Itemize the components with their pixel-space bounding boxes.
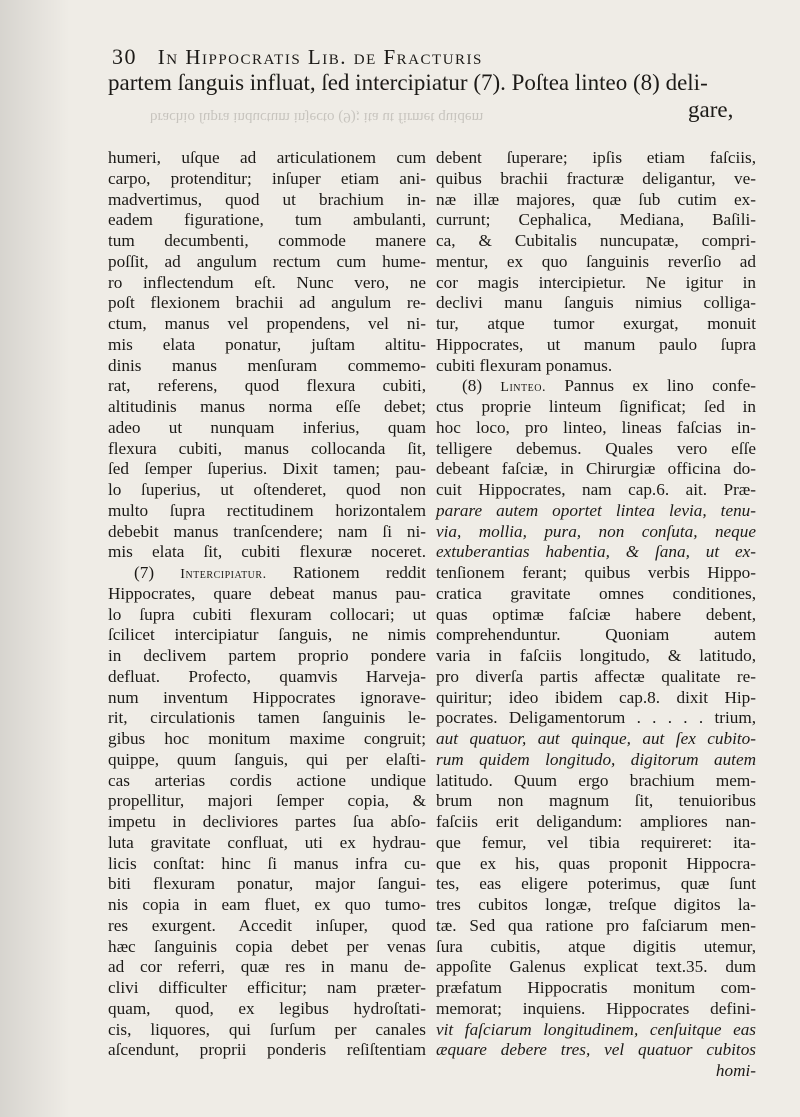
text-line: hoc loco, pro linteo, lineas faſcias in- bbox=[436, 417, 756, 437]
text-line: in declivem partem proprio pondere bbox=[108, 646, 426, 665]
text-line: rum quidem longitudo, digitorum autem bbox=[436, 749, 756, 769]
text-line: homi- bbox=[715, 1061, 756, 1080]
continuation-catchword: gare, bbox=[688, 97, 734, 122]
text-line: que ex his, quas proponit Hippocra- bbox=[436, 853, 756, 873]
running-header bbox=[112, 44, 722, 70]
right-column bbox=[436, 148, 756, 1082]
text-line: Hippocrates, quare debeat manus pau- bbox=[108, 583, 426, 603]
text-line: quibus brachii fracturæ deligantur, ve- bbox=[436, 168, 756, 188]
text-line: via, mollia, pura, non conſuta, neque bbox=[436, 521, 756, 541]
text-line: biti flexuram ponatur, major ſangui- bbox=[108, 874, 426, 894]
text-line: pro diverſa partis affectæ qualitate re- bbox=[436, 666, 756, 686]
text-line: tes, eas eligere poterimus, quæ ſunt bbox=[436, 874, 756, 894]
text-line: nis copia in eam fluet, ex quo tumo- bbox=[108, 895, 426, 914]
text-line: tæ. Sed qua ratione pro faſciarum men- bbox=[436, 915, 756, 935]
text-line: tenſionem ferant; quibus verbis Hippo- bbox=[436, 563, 756, 582]
left-column bbox=[108, 148, 426, 1061]
text-line: ro inflectendum eſt. Nunc vero, ne bbox=[108, 272, 426, 292]
text-line: quiritur; ideo ibidem cap.8. dixit Hip- bbox=[436, 687, 756, 707]
text-line: cuit Hippocrates, nam cap.6. ait. Præ- bbox=[436, 480, 756, 499]
text-line: res exurgent. Accedit inſuper, quod bbox=[108, 915, 426, 935]
text-line: adeo ut nunquam inferius, quam bbox=[108, 417, 426, 437]
running-title: In Hippocratis Lib. de Fracturis bbox=[157, 45, 483, 69]
text-line: ad cor referri, quæ res in manu de- bbox=[108, 957, 426, 977]
text-line: quam, quod, ex legibus hydroſtati- bbox=[108, 998, 426, 1018]
page-number: 30 bbox=[112, 44, 137, 69]
text-line: flexura cubiti, manus collocanda ſit, bbox=[108, 438, 426, 458]
text-line: luta gravitate confluat, uti ex hydrau- bbox=[108, 832, 426, 852]
continuation-line: partem ſanguis influat, ſed intercipiatur (7). Poſtea linteo (8) deli- bbox=[108, 70, 708, 95]
text-line: rat, referens, quod flexura cubiti, bbox=[108, 376, 426, 396]
text-line: gibus hoc monitum maxime congruit; bbox=[108, 729, 426, 748]
text-line: altitudinis manus norma eſſe debet; bbox=[108, 397, 426, 416]
text-line: cas arterias cordis actione undique bbox=[108, 770, 426, 790]
text-line: currunt; Cephalica, Mediana, Baſili- bbox=[436, 210, 756, 230]
text-line: humeri, uſque ad articulationem cum bbox=[108, 148, 426, 167]
text-line: ſed ſemper ſuperius. Dixit tamen; pau- bbox=[108, 459, 426, 479]
text-line: telligere debemus. Quales vero eſſe bbox=[436, 438, 756, 458]
text-line: æquare debere tres, vel quatuor cubitos bbox=[436, 1040, 756, 1060]
text-line: ca, & Cubitalis nuncupatæ, compri- bbox=[436, 231, 756, 250]
text-line: impetu in decliviores partes ſua abſo- bbox=[108, 812, 426, 831]
text-line: dinis manus menſuram commemo- bbox=[108, 355, 426, 375]
text-line: defluat. Profecto, quamvis Harveja- bbox=[108, 666, 426, 686]
text-line: aſcendunt, proprii ponderis reſiſtentiam bbox=[108, 1040, 426, 1060]
bleed-through-text: brachio ſupra inductum injecto (9); ita ut firmet quidem bbox=[150, 109, 484, 125]
text-line: lo ſupra cubiti flexuram collocari; ut bbox=[108, 604, 426, 624]
text-line: mis elata ponatur, juſtam altitu- bbox=[108, 334, 426, 354]
text-line: ctus proprie linteum ſignificat; ſed in bbox=[436, 397, 756, 416]
text-line: (8) Linteo. Pannus ex lino confe- bbox=[462, 376, 756, 396]
text-line: (7) Intercipiatur. Rationem reddit bbox=[134, 563, 426, 582]
text-line: declivi manu ſanguis nimius colliga- bbox=[436, 293, 756, 313]
text-line: hæc ſanguinis copia debet per venas bbox=[108, 936, 426, 956]
text-line: num inventum Hippocrates ignorave- bbox=[108, 687, 426, 707]
text-line: comprehenduntur. Quoniam autem bbox=[436, 625, 756, 645]
text-line: debeant faſciæ, in Chirurgiæ officina do- bbox=[436, 459, 756, 479]
text-line: cor magis intercipietur. Ne igitur in bbox=[436, 272, 756, 292]
text-line: præfatum Hippocratis monitum com- bbox=[436, 978, 756, 997]
text-line: carpo, protenditur; inſuper etiam ani- bbox=[108, 168, 426, 188]
text-line: vit faſciarum longitudinem, cenſuitque eas bbox=[436, 1019, 756, 1039]
text-line: lo ſuperius, ut oſtenderet, quod non bbox=[108, 480, 426, 499]
text-line: pocrates. Deligamentorum . . . . . trium, bbox=[436, 708, 756, 728]
text-line: tres cubitos longæ, treſque digitos la- bbox=[436, 895, 756, 914]
text-line: mentur, ex quo ſanguinis reverſio ad bbox=[436, 251, 756, 271]
text-line: ſcilicet intercipiatur ſanguis, ne nimis bbox=[108, 625, 426, 645]
text-line: clivi difficulter efficitur; nam præter- bbox=[108, 978, 426, 997]
text-line: latitudo. Quum ergo brachium mem- bbox=[436, 770, 756, 790]
text-line: tum decumbenti, commode manere bbox=[108, 231, 426, 250]
text-line: debent ſuperare; ipſis etiam faſciis, bbox=[436, 148, 756, 167]
text-line: parare autem oportet lintea levia, tenu- bbox=[436, 500, 756, 520]
text-line: varia in faſciis longitudo, & latitudo, bbox=[436, 646, 756, 665]
text-line: brum non magnum ſit, tenuioribus bbox=[436, 791, 756, 811]
text-line: appoſite Galenus explicat text.35. dum bbox=[436, 957, 756, 977]
text-line: quippe, quum ſanguis, qui per elaſti- bbox=[108, 749, 426, 769]
text-line: mis elata ſit, cubiti flexuræ noceret. bbox=[108, 542, 426, 562]
page-gutter-shadow bbox=[0, 0, 70, 1117]
text-line: propellitur, majori ſemper copia, & bbox=[108, 791, 426, 811]
text-line: poſſit, ad angulum rectum cum hume- bbox=[108, 251, 426, 271]
text-line: cratica gravitate omnes conditiones, bbox=[436, 583, 756, 603]
text-line: eadem figuratione, tum ambulanti, bbox=[108, 210, 426, 230]
text-line: licis conſtat: hinc ſi manus infra cu- bbox=[108, 853, 426, 873]
text-line: tur, atque tumor exurgat, monuit bbox=[436, 314, 756, 333]
text-line: memorat; inquiens. Hippocrates defini- bbox=[436, 998, 756, 1018]
text-line: multo ſupra rectitudinem horizontalem bbox=[108, 500, 426, 520]
text-line: quas optimæ faſciæ habere debent, bbox=[436, 604, 756, 624]
text-line: Hippocrates, ut manum paulo ſupra bbox=[436, 334, 756, 354]
text-line: que femur, vel tibia requireret: ita- bbox=[436, 832, 756, 852]
text-line: cis, liquores, qui ſurſum per canales bbox=[108, 1019, 426, 1039]
text-line: poſt flexionem brachii ad angulum re- bbox=[108, 293, 426, 313]
text-line: extuberantias habentia, & ſana, ut ex- bbox=[436, 542, 756, 562]
text-line: ſura cubitis, atque digitis utemur, bbox=[436, 936, 756, 956]
text-line: ctum, manus vel propendens, vel ni- bbox=[108, 314, 426, 333]
text-line: faſciis erit deligandum: ampliores nan- bbox=[436, 812, 756, 831]
text-line: rit, circulationis tamen ſanguinis le- bbox=[108, 708, 426, 728]
text-line: madvertimus, quod ut brachium in- bbox=[108, 189, 426, 209]
text-line: debebit manus tranſcendere; nam ſi ni- bbox=[108, 521, 426, 541]
text-line: næ illæ majores, quæ ſub cutim ex- bbox=[436, 189, 756, 209]
text-line: aut quatuor, aut quinque, aut ſex cubito- bbox=[436, 729, 756, 748]
text-line: cubiti flexuram ponamus. bbox=[436, 355, 613, 375]
